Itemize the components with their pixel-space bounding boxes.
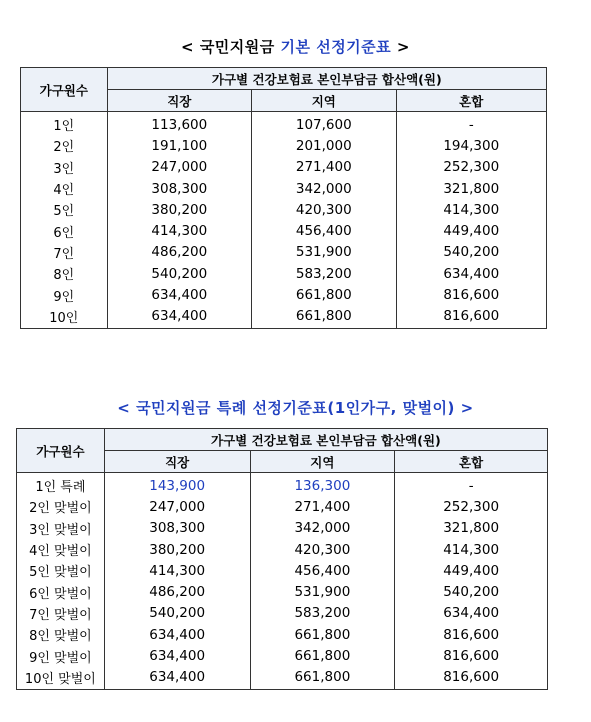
table-row (21, 306, 547, 329)
table-row (17, 473, 548, 497)
household-size-cell: 7인 (21, 242, 108, 263)
region-value-cell: 271,400 (250, 496, 395, 517)
workplace-value-cell: 380,200 (104, 539, 250, 560)
region-value-cell: 136,300 (250, 473, 395, 497)
table-row (21, 220, 547, 241)
region-value-cell: 661,800 (250, 645, 395, 666)
mixed-value-cell: 321,800 (395, 518, 548, 539)
household-size-cell: 3인 (21, 157, 108, 178)
region-column-header: 지역 (250, 451, 395, 473)
region-value-cell: 342,000 (250, 518, 395, 539)
premium-sum-header: 가구별 건강보험료 본인부담금 합산액(원) (104, 429, 547, 451)
basic-criteria-table (20, 67, 547, 329)
workplace-value-cell: 308,300 (107, 178, 251, 199)
table-row (21, 242, 547, 263)
region-value-cell: 661,800 (252, 284, 396, 305)
table-row (17, 667, 548, 690)
household-size-header: 가구원수 (21, 68, 108, 112)
mixed-value-cell: 449,400 (396, 220, 546, 241)
workplace-value-cell: 380,200 (107, 199, 251, 220)
household-size-cell: 2인 맞벌이 (17, 496, 105, 517)
workplace-value-cell: 247,000 (107, 157, 251, 178)
region-value-cell: 583,200 (252, 263, 396, 284)
workplace-column-header: 직장 (104, 451, 250, 473)
table-row (21, 199, 547, 220)
household-size-cell: 6인 (21, 220, 108, 241)
mixed-value-cell: 252,300 (396, 157, 546, 178)
mixed-value-cell: 634,400 (396, 263, 546, 284)
region-value-cell: 420,300 (252, 199, 396, 220)
household-size-header: 가구원수 (17, 429, 105, 473)
table-row (21, 135, 547, 156)
mixed-value-cell: 816,600 (396, 306, 546, 329)
workplace-value-cell: 308,300 (104, 518, 250, 539)
workplace-value-cell: 540,200 (107, 263, 251, 284)
mixed-column-header: 혼합 (395, 451, 548, 473)
mixed-value-cell: 449,400 (395, 560, 548, 581)
household-size-cell: 6인 맞벌이 (17, 581, 105, 602)
household-size-cell: 8인 (21, 263, 108, 284)
workplace-value-cell: 634,400 (107, 284, 251, 305)
household-size-cell: 4인 (21, 178, 108, 199)
workplace-value-cell: 191,100 (107, 135, 251, 156)
mixed-value-cell: 414,300 (395, 539, 548, 560)
mixed-value-cell: - (395, 473, 548, 497)
workplace-column-header: 직장 (107, 90, 251, 112)
household-size-cell: 4인 맞벌이 (17, 539, 105, 560)
workplace-value-cell: 414,300 (107, 220, 251, 241)
workplace-value-cell: 634,400 (104, 624, 250, 645)
region-column-header: 지역 (252, 90, 396, 112)
table-row (17, 496, 548, 517)
household-size-cell: 1인 (21, 112, 108, 136)
household-size-cell: 10인 (21, 306, 108, 329)
workplace-value-cell: 634,400 (104, 667, 250, 690)
workplace-value-cell: 247,000 (104, 496, 250, 517)
workplace-value-cell: 414,300 (104, 560, 250, 581)
table-row (17, 624, 548, 645)
table-row (21, 284, 547, 305)
mixed-value-cell: 634,400 (395, 603, 548, 624)
basic-title-suffix: > (391, 38, 410, 56)
basic-criteria-title (0, 36, 591, 57)
region-value-cell: 661,800 (250, 624, 395, 645)
region-value-cell: 531,900 (252, 242, 396, 263)
region-value-cell: 342,000 (252, 178, 396, 199)
table-row (17, 581, 548, 602)
region-value-cell: 531,900 (250, 581, 395, 602)
mixed-value-cell: 816,600 (396, 284, 546, 305)
table-row (17, 560, 548, 581)
table-row (21, 178, 547, 199)
mixed-value-cell: 321,800 (396, 178, 546, 199)
special-criteria-table (16, 428, 548, 690)
mixed-value-cell: 540,200 (395, 581, 548, 602)
region-value-cell: 661,800 (252, 306, 396, 329)
household-size-cell: 9인 (21, 284, 108, 305)
mixed-value-cell: 414,300 (396, 199, 546, 220)
special-title-text: < 국민지원금 특례 선정기준표(1인가구, 맞벌이) > (117, 399, 474, 417)
table-row (21, 112, 547, 136)
workplace-value-cell: 143,900 (104, 473, 250, 497)
basic-title-highlight: 기본 선정기준표 (280, 38, 392, 56)
household-size-cell: 2인 (21, 135, 108, 156)
region-value-cell: 661,800 (250, 667, 395, 690)
mixed-value-cell: 540,200 (396, 242, 546, 263)
mixed-value-cell: 194,300 (396, 135, 546, 156)
mixed-value-cell: 816,600 (395, 645, 548, 666)
basic-title-prefix: < 국민지원금 (181, 38, 281, 56)
workplace-value-cell: 540,200 (104, 603, 250, 624)
region-value-cell: 201,000 (252, 135, 396, 156)
region-value-cell: 107,600 (252, 112, 396, 136)
table-row (21, 263, 547, 284)
household-size-cell: 10인 맞벌이 (17, 667, 105, 690)
mixed-column-header: 혼합 (396, 90, 546, 112)
region-value-cell: 583,200 (250, 603, 395, 624)
mixed-value-cell: 252,300 (395, 496, 548, 517)
mixed-value-cell: - (396, 112, 546, 136)
region-value-cell: 456,400 (252, 220, 396, 241)
workplace-value-cell: 486,200 (107, 242, 251, 263)
region-value-cell: 456,400 (250, 560, 395, 581)
workplace-value-cell: 634,400 (107, 306, 251, 329)
table-row (17, 645, 548, 666)
household-size-cell: 7인 맞벌이 (17, 603, 105, 624)
mixed-value-cell: 816,600 (395, 624, 548, 645)
special-criteria-title (0, 397, 591, 418)
table-row (21, 157, 547, 178)
household-size-cell: 1인 특례 (17, 473, 105, 497)
household-size-cell: 5인 (21, 199, 108, 220)
table-row (17, 539, 548, 560)
household-size-cell: 9인 맞벌이 (17, 645, 105, 666)
region-value-cell: 271,400 (252, 157, 396, 178)
household-size-cell: 8인 맞벌이 (17, 624, 105, 645)
table-row (17, 518, 548, 539)
region-value-cell: 420,300 (250, 539, 395, 560)
workplace-value-cell: 486,200 (104, 581, 250, 602)
premium-sum-header: 가구별 건강보험료 본인부담금 합산액(원) (107, 68, 546, 90)
table-row (17, 603, 548, 624)
mixed-value-cell: 816,600 (395, 667, 548, 690)
workplace-value-cell: 113,600 (107, 112, 251, 136)
workplace-value-cell: 634,400 (104, 645, 250, 666)
household-size-cell: 3인 맞벌이 (17, 518, 105, 539)
household-size-cell: 5인 맞벌이 (17, 560, 105, 581)
